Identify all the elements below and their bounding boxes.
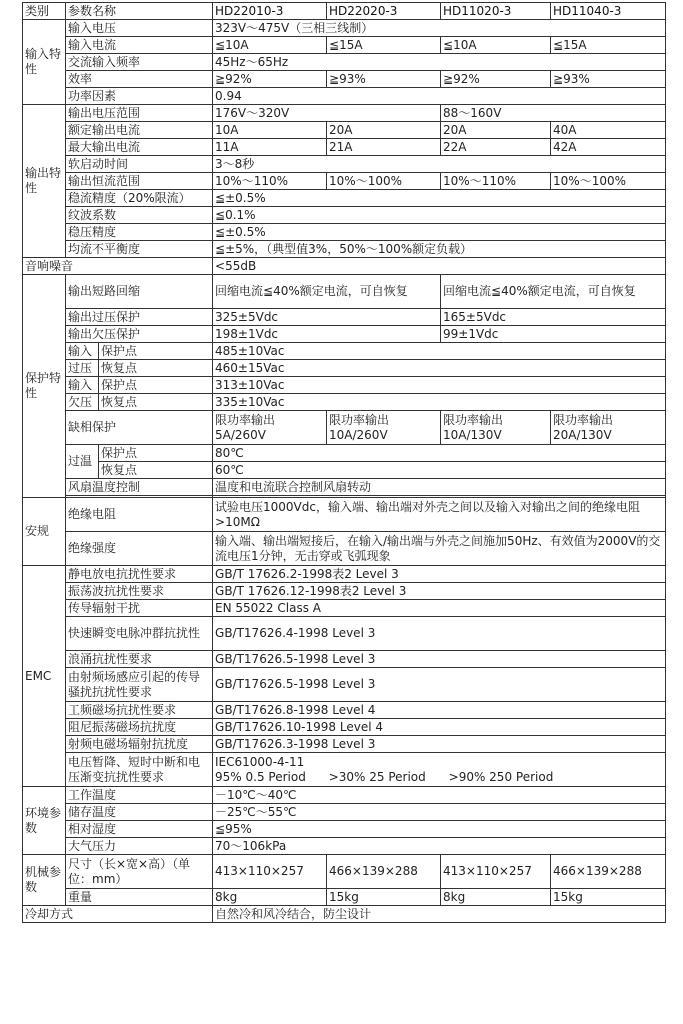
param-name: 冷却方式 <box>23 906 213 923</box>
param-value: 15kg <box>327 889 441 906</box>
param-name: 保护点 <box>99 377 213 394</box>
param-value: 11A <box>213 139 327 156</box>
table-row <box>23 20 666 37</box>
table-row <box>23 411 666 445</box>
param-name: 稳压精度 <box>66 224 213 241</box>
param-name: 软启动时间 <box>66 156 213 173</box>
param-value: 99±1Vdc <box>441 326 666 343</box>
category-mechanical: 机械参数 <box>23 855 66 906</box>
header-model-2: HD22020-3 <box>327 3 441 20</box>
param-value: 60℃ <box>213 462 666 479</box>
table-row <box>23 600 666 617</box>
table-row <box>23 668 666 702</box>
header-model-4: HD11040-3 <box>551 3 666 20</box>
header-model-1: HD22010-3 <box>213 3 327 20</box>
param-name: 大气压力 <box>66 838 213 855</box>
param-name: 额定输出电流 <box>66 122 213 139</box>
table-row <box>23 37 666 54</box>
param-value: 176V～320V <box>213 105 441 122</box>
param-name: 恢复点 <box>99 462 213 479</box>
table-row <box>23 173 666 190</box>
param-name: 交流输入频率 <box>66 54 213 71</box>
param-name: 尺寸（长×宽×高）（单位：mm） <box>66 855 213 889</box>
param-value: 15kg <box>551 889 666 906</box>
table-row <box>23 906 666 923</box>
param-value: 20A <box>327 122 441 139</box>
param-value: 限功率输出 5A/260V <box>213 411 327 445</box>
table-row <box>23 617 666 651</box>
param-group: 过压 <box>66 360 99 377</box>
param-name: 均流不平衡度 <box>66 241 213 258</box>
param-value: 413×110×257 <box>213 855 327 889</box>
param-value: GB/T17626.4-1998 Level 3 <box>213 617 666 651</box>
param-value: 回缩电流≦40%额定电流，可自恢复 <box>441 275 666 309</box>
table-row <box>23 224 666 241</box>
param-name: 相对湿度 <box>66 821 213 838</box>
param-name: 恢复点 <box>99 394 213 411</box>
param-value: －25℃～55℃ <box>213 804 666 821</box>
param-value-line: IEC61000-4-11 <box>215 754 305 769</box>
param-value: ≦95% <box>213 821 666 838</box>
param-value: 10%～100% <box>551 173 666 190</box>
param-value: GB/T17626.3-1998 Level 3 <box>213 736 666 753</box>
table-row <box>23 702 666 719</box>
table-row <box>23 804 666 821</box>
param-value: 3～8秒 <box>213 156 666 173</box>
category-emc: EMC <box>23 566 66 787</box>
param-name: 功率因素 <box>66 88 213 105</box>
param-name: 输出短路回缩 <box>66 275 213 309</box>
param-value: 10%～110% <box>441 173 551 190</box>
category-safety: 安规 <box>23 498 66 566</box>
param-value: ≦±5%，（典型值3%，50%～100%额定负载） <box>213 241 666 258</box>
table-row <box>23 122 666 139</box>
param-value: 21A <box>327 139 441 156</box>
table-row <box>23 258 666 275</box>
param-value: ≦±0.5% <box>213 190 666 207</box>
table-row <box>23 275 666 309</box>
table-row <box>23 156 666 173</box>
param-value: 466×139×288 <box>327 855 441 889</box>
param-name: 射频电磁场辐射抗扰度 <box>66 736 213 753</box>
param-value: ≦15A <box>551 37 666 54</box>
param-value: ≧92% <box>441 71 551 88</box>
param-value: 460±15Vac <box>213 360 666 377</box>
table-row <box>23 360 666 377</box>
table-row <box>23 719 666 736</box>
param-value: ≧92% <box>213 71 327 88</box>
param-value: 限功率输出 20A/130V <box>551 411 666 445</box>
param-name: 快速瞬变电脉冲群抗扰性 <box>66 617 213 651</box>
param-name: 储存温度 <box>66 804 213 821</box>
table-row <box>23 105 666 122</box>
param-name: 缺相保护 <box>66 411 213 445</box>
param-value: 325±5Vdc <box>213 309 441 326</box>
param-value: 413×110×257 <box>441 855 551 889</box>
param-name: 稳流精度（20%限流） <box>66 190 213 207</box>
param-name: 工作温度 <box>66 787 213 804</box>
param-name: 输出电压范围 <box>66 105 213 122</box>
param-value: 20A <box>441 122 551 139</box>
param-name: 绝缘电阻 <box>66 498 213 532</box>
table-row <box>23 479 666 496</box>
param-value: 输入端、输出端短接后，在输入/输出端与外壳之间施加50Hz、有效值为2000V的交流电压1分钟，无击穿或飞弧现象 <box>213 532 666 566</box>
param-value: <55dB <box>213 258 666 275</box>
table-row <box>23 821 666 838</box>
table-row <box>23 855 666 889</box>
param-value: GB/T17626.8-1998 Level 4 <box>213 702 666 719</box>
param-name: 输入电压 <box>66 20 213 37</box>
table-row <box>23 736 666 753</box>
category-environment: 环境参数 <box>23 787 66 855</box>
table-row <box>23 394 666 411</box>
header-param: 参数名称 <box>66 3 213 20</box>
param-value: GB/T17626.10-1998 Level 4 <box>213 719 666 736</box>
category-output: 输出特性 <box>23 105 66 258</box>
param-name: 保护点 <box>99 445 213 462</box>
header-category: 类别 <box>23 3 66 20</box>
param-value: ≦±0.5% <box>213 224 666 241</box>
param-value: 80℃ <box>213 445 666 462</box>
param-value: 限功率输出 10A/130V <box>441 411 551 445</box>
param-value: 466×139×288 <box>551 855 666 889</box>
param-name: 振荡波抗扰性要求 <box>66 583 213 600</box>
table-row <box>23 651 666 668</box>
param-value: 323V～475V（三相三线制） <box>213 20 666 37</box>
param-value: ≧93% <box>551 71 666 88</box>
table-row <box>23 54 666 71</box>
param-value: GB/T 17626.12-1998表2 Level 3 <box>213 583 666 600</box>
table-row <box>23 377 666 394</box>
param-name: 音响噪音 <box>23 258 213 275</box>
table-row <box>23 190 666 207</box>
param-group: 欠压 <box>66 394 99 411</box>
param-name: 由射频场感应引起的传导骚扰抗扰性要求 <box>66 668 213 702</box>
param-value: GB/T17626.5-1998 Level 3 <box>213 668 666 702</box>
param-value: ≦0.1% <box>213 207 666 224</box>
table-row <box>23 787 666 804</box>
param-group: 过温 <box>66 445 99 479</box>
param-name: 最大输出电流 <box>66 139 213 156</box>
param-name: 输出过压保护 <box>66 309 213 326</box>
param-value: 0.94 <box>213 88 666 105</box>
param-value: 88～160V <box>441 105 666 122</box>
param-value: 485±10Vac <box>213 343 666 360</box>
table-row <box>23 139 666 156</box>
param-value: 45Hz～65Hz <box>213 54 666 71</box>
param-value: 198±1Vdc <box>213 326 441 343</box>
param-value: 10%～100% <box>327 173 441 190</box>
table-row <box>23 445 666 462</box>
category-protection: 保护特性 <box>23 275 66 498</box>
param-name: 静电放电抗扰性要求 <box>66 566 213 583</box>
header-row <box>23 3 666 20</box>
param-value: ≧93% <box>327 71 441 88</box>
table-row <box>23 889 666 906</box>
param-value <box>213 753 666 787</box>
param-value: ≦10A <box>213 37 327 54</box>
param-group: 输入 <box>66 343 99 360</box>
table-row <box>23 462 666 479</box>
spec-table <box>22 2 666 923</box>
param-name: 重量 <box>66 889 213 906</box>
param-value: 8kg <box>441 889 551 906</box>
param-value: －10℃～40℃ <box>213 787 666 804</box>
param-value: 试验电压1000Vdc，输入端、输出端对外壳之间以及输入对输出之间的绝缘电阻>10MΩ <box>213 498 666 532</box>
category-input: 输入特性 <box>23 20 66 105</box>
param-value: EN 55022 Class A <box>213 600 666 617</box>
param-value: 温度和电流联合控制风扇转动 <box>213 479 666 496</box>
table-row <box>23 498 666 532</box>
param-value: 10%～110% <box>213 173 327 190</box>
param-name: 风扇温度控制 <box>66 479 213 496</box>
param-name: 绝缘强度 <box>66 532 213 566</box>
param-name: 阻尼振荡磁场抗扰度 <box>66 719 213 736</box>
param-name: 输出欠压保护 <box>66 326 213 343</box>
table-row <box>23 241 666 258</box>
table-row <box>23 566 666 583</box>
param-name: 输入电流 <box>66 37 213 54</box>
param-name: 输出恒流范围 <box>66 173 213 190</box>
param-value: 313±10Vac <box>213 377 666 394</box>
param-name: 电压暂降、短时中断和电压渐变抗扰性要求 <box>66 753 213 787</box>
param-value: ≦10A <box>441 37 551 54</box>
param-value: 70～106kPa <box>213 838 666 855</box>
table-row <box>23 753 666 787</box>
table-row <box>23 326 666 343</box>
param-value-line: 95% 0.5 Period >30% 25 Period >90% 250 Period <box>215 769 554 784</box>
param-value: 自然冷和风冷结合，防尘设计 <box>213 906 666 923</box>
param-name: 工频磁场抗扰性要求 <box>66 702 213 719</box>
table-row <box>23 838 666 855</box>
param-value: 限功率输出 10A/260V <box>327 411 441 445</box>
param-name: 恢复点 <box>99 360 213 377</box>
table-row <box>23 309 666 326</box>
param-value: 10A <box>213 122 327 139</box>
param-value: ≦15A <box>327 37 441 54</box>
param-value: GB/T17626.5-1998 Level 3 <box>213 651 666 668</box>
param-name: 保护点 <box>99 343 213 360</box>
param-value: 165±5Vdc <box>441 309 666 326</box>
table-row <box>23 71 666 88</box>
param-value: 40A <box>551 122 666 139</box>
table-row <box>23 532 666 566</box>
param-name: 效率 <box>66 71 213 88</box>
table-row <box>23 583 666 600</box>
param-value: 42A <box>551 139 666 156</box>
param-value: GB/T 17626.2-1998表2 Level 3 <box>213 566 666 583</box>
table-row <box>23 88 666 105</box>
table-row <box>23 343 666 360</box>
table-row <box>23 207 666 224</box>
param-value: 回缩电流≦40%额定电流，可自恢复 <box>213 275 441 309</box>
header-model-3: HD11020-3 <box>441 3 551 20</box>
param-name: 浪涌抗扰性要求 <box>66 651 213 668</box>
param-value: 22A <box>441 139 551 156</box>
param-name: 纹波系数 <box>66 207 213 224</box>
param-name: 传导辐射干扰 <box>66 600 213 617</box>
param-value: 335±10Vac <box>213 394 666 411</box>
param-value: 8kg <box>213 889 327 906</box>
param-group: 输入 <box>66 377 99 394</box>
